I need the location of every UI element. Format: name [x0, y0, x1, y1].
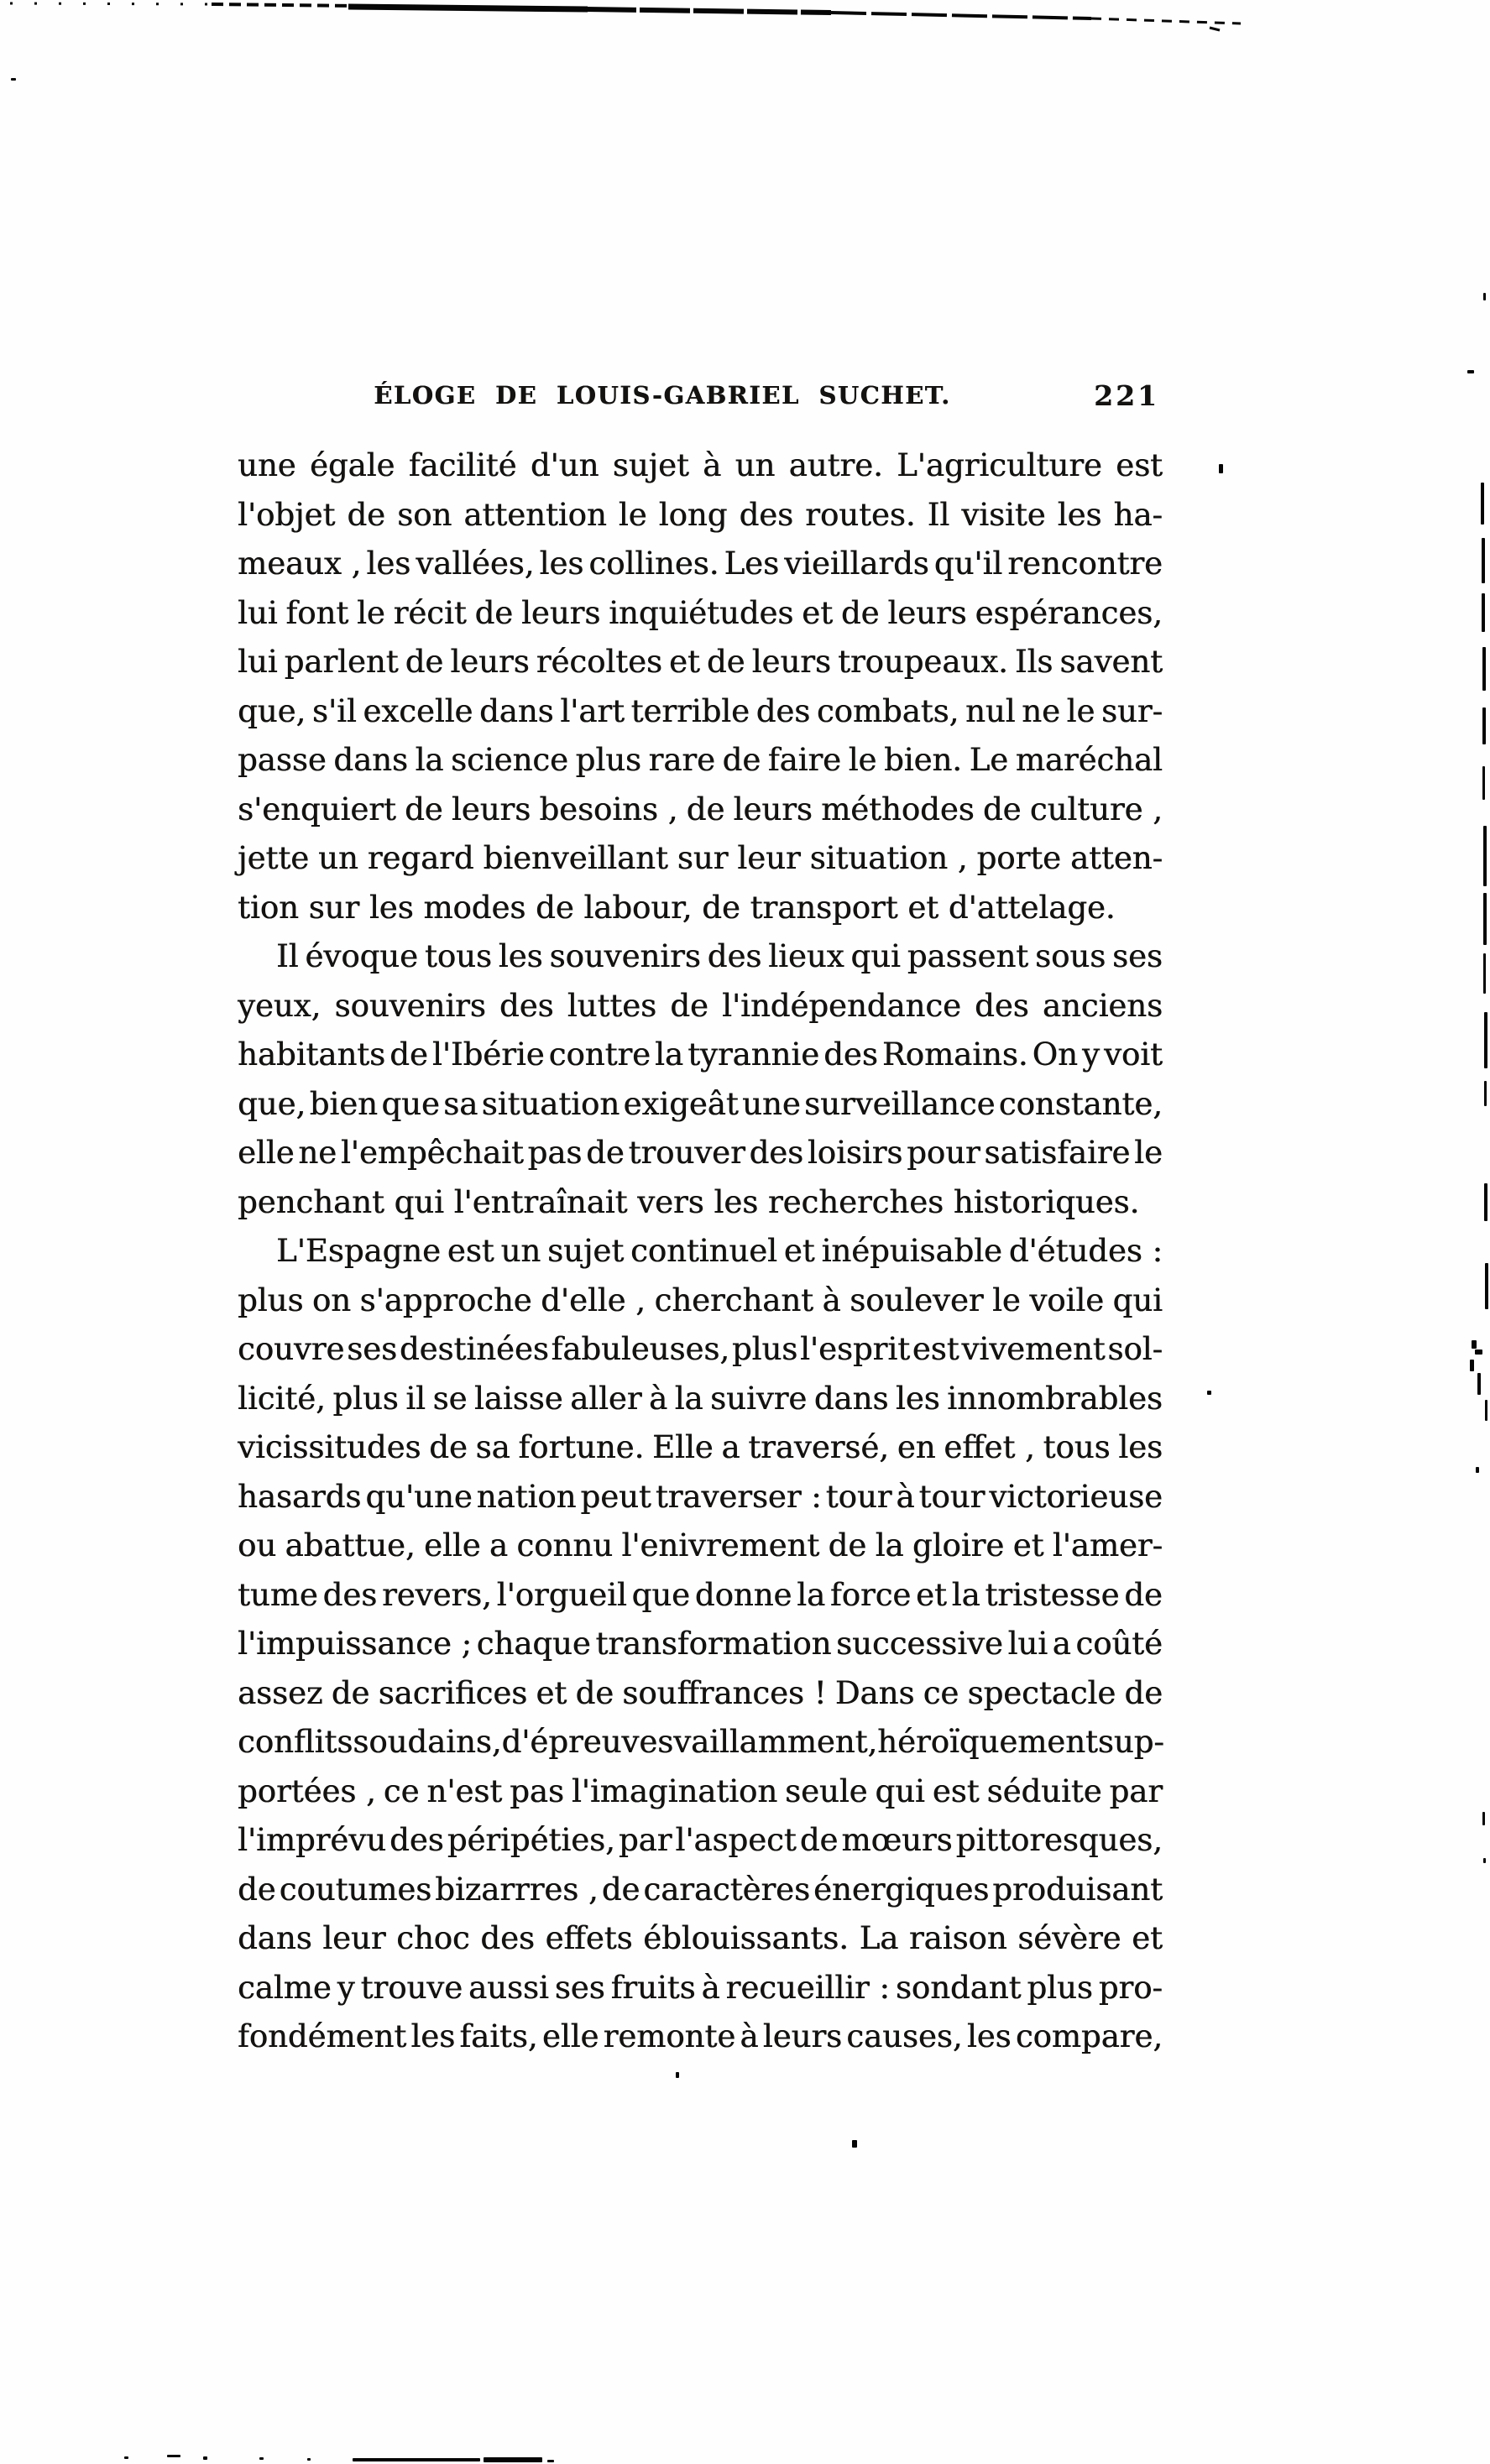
text-line: elle ne l'empêchait pas de trouver des loisirs pour satisfaire le: [238, 1135, 1163, 1171]
scan-speck: [1484, 1081, 1487, 1106]
scan-speck: [1477, 1373, 1481, 1395]
text-line: que, bien que sa situation exigeât une surveillance constante,: [238, 1085, 1163, 1122]
scan-speck: [1485, 1263, 1488, 1309]
text-line: s'enquiert de leurs besoins , de leurs méthodes de culture ,: [238, 791, 1163, 827]
scan-speck: [1483, 1858, 1486, 1863]
text-line: portées , ce n'est pas l'imagination seule qui est séduite par: [238, 1772, 1163, 1809]
page-text: [238, 441, 1163, 2062]
text-line: tion sur les modes de labour, de transport et d'attelage.: [238, 889, 1116, 926]
text-line: l'impuissance ; chaque transformation successive lui a coûté: [238, 1626, 1163, 1662]
scan-speck: [547, 2460, 554, 2462]
text-line: lui font le récit de leurs inquiétudes et de leurs espérances,: [238, 594, 1163, 631]
scan-speck: [167, 2455, 180, 2457]
scan-speck: [676, 2072, 679, 2078]
scan-speck: [124, 2456, 128, 2459]
scan-speck: [1484, 1183, 1487, 1221]
text-line: penchant qui l'entraînait vers les recherches historiques.: [238, 1183, 1140, 1220]
scan-speck: [11, 78, 16, 81]
text-line: jette un regard bienveillant sur leur situation , porte atten-: [238, 840, 1163, 876]
paragraph: [238, 1227, 1163, 2062]
running-title: ÉLOGE DE LOUIS-GABRIEL SUCHET.: [374, 381, 951, 410]
text-line: dans leur choc des effets éblouissants. La raison sévère et: [238, 1920, 1163, 1956]
scan-speck: [259, 2457, 264, 2460]
text-line: hasards qu'une nation peut traverser : tour à tour victorieuse: [238, 1478, 1163, 1515]
text-line: habitants de l'Ibérie contre la tyrannie des Romains. On y voit: [238, 1036, 1163, 1073]
page-number: 221: [1094, 379, 1159, 412]
scan-speck: [1476, 1467, 1479, 1473]
text-line: assez de sacrifices et de souffrances ! Dans ce spectacle de: [238, 1674, 1163, 1711]
scan-speck: [203, 2456, 207, 2460]
text-line: passe dans la science plus rare de faire le bien. Le maréchal: [238, 742, 1163, 778]
text-line: L'Espagne est un sujet continuel et inépuisable d'études :: [276, 1233, 1163, 1269]
scan-speck: [484, 2457, 542, 2462]
scan-speck: [1472, 1340, 1477, 1349]
text-line: tume des revers, l'orgueil que donne la force et la tristesse de: [238, 1576, 1163, 1613]
text-line: que, s'il excelle dans l'art terrible des combats, nul ne le sur-: [238, 692, 1163, 729]
scan-speck: [1482, 538, 1485, 583]
scan-speck: [1482, 1812, 1485, 1825]
scan-speck: [1483, 826, 1487, 886]
text-line: l'objet de son attention le long des routes. Il visite les ha-: [238, 496, 1163, 533]
scan-speck: [1475, 1349, 1482, 1355]
text-line: lui parlent de leurs récoltes et de leurs troupeaux. Ils savent: [238, 644, 1163, 680]
scan-speck: [353, 2458, 480, 2461]
scan-speck: [1484, 1012, 1487, 1068]
paragraph: [238, 932, 1163, 1227]
text-line: conflits soudains, d'épreuves vaillamment, héroïquement sup-: [238, 1724, 1164, 1760]
scan-speck: [1483, 293, 1486, 300]
text-line: Il évoque tous les souvenirs des lieux qui passent sous ses: [276, 938, 1163, 974]
text-line: couvre ses destinées fabuleuses, plus l'esprit est vivement sol-: [238, 1331, 1163, 1367]
page-header: [238, 381, 1163, 418]
text-line: vicissitudes de sa fortune. Elle a traversé, en effet , tous les: [238, 1429, 1163, 1465]
scan-speck: [1482, 647, 1486, 691]
scan-speck: [1483, 953, 1486, 994]
text-line: plus on s'approche d'elle , cherchant à soulever le voile qui: [238, 1282, 1163, 1318]
text-line: licité, plus il se laisse aller à la suivre dans les innombrables: [238, 1380, 1163, 1417]
scan-speck: [307, 2458, 311, 2461]
text-line: calme y trouve aussi ses fruits à recueillir : sondant plus pro-: [238, 1969, 1163, 2006]
scan-speck: [1485, 1400, 1487, 1421]
scan-speck: [1482, 766, 1485, 800]
text-line: yeux, souvenirs des luttes de l'indépendance des anciens: [238, 987, 1163, 1024]
scan-speck: [1483, 893, 1487, 945]
text-line: ou abattue, elle a connu l'enivrement de la gloire et l'amer-: [238, 1527, 1163, 1563]
scan-speck: [1207, 1391, 1211, 1395]
scan-speck: [1481, 483, 1484, 525]
scan-speck: [1219, 464, 1223, 473]
scan-artifact-top-edge: [0, 0, 1490, 40]
scan-speck: [1482, 707, 1486, 744]
text-line: l'imprévu des péripéties, par l'aspect de mœurs pittoresques,: [238, 1822, 1163, 1858]
text-line: de coutumes bizarrres , de caractères énergiques produisant: [238, 1871, 1163, 1908]
scan-speck: [1482, 593, 1485, 632]
text-line: une égale facilité d'un sujet à un autre. L'agriculture est: [238, 447, 1163, 483]
paragraph: [238, 441, 1163, 932]
scan-speck: [852, 2140, 857, 2148]
text-line: meaux , les vallées, les collines. Les vieillards qu'il rencontre: [238, 546, 1163, 582]
text-line: fondément les faits, elle remonte à leurs causes, les compare,: [238, 2018, 1163, 2054]
scan-speck: [1470, 1360, 1474, 1371]
scan-speck: [1467, 370, 1474, 373]
